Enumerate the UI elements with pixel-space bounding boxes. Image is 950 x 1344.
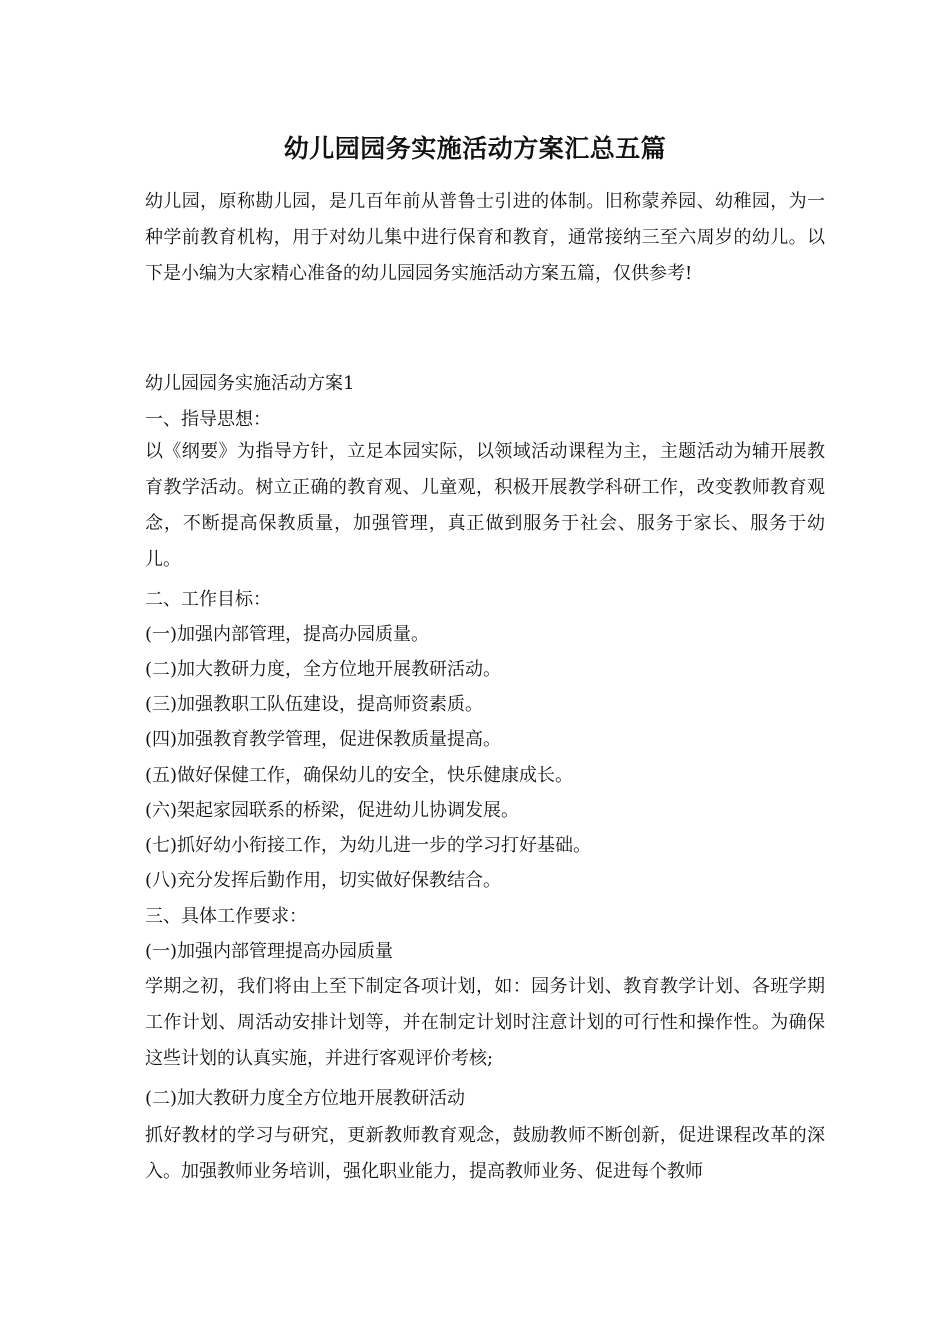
part-heading-requirements: 三、具体工作要求： [145, 906, 307, 927]
goal-item: (三)加强教职工队伍建设，提高师资素质。 [145, 694, 484, 715]
goal-item: (二)加大教研力度，全方位地开展教研活动。 [145, 659, 502, 680]
requirement-heading: (一)加强内部管理提高办园质量 [145, 941, 394, 962]
goal-item: (六)架起家园联系的桥梁，促进幼儿协调发展。 [145, 800, 520, 821]
requirement-paragraph: 学期之初，我们将由上至下制定各项计划，如：园务计划、教育教学计划、各班学期工作计划、周活动安排计划等，并在制定计划时注意计划的可行性和操作性。为确保这些计划的认真实施，并进行客观评价考核; [145, 976, 825, 1069]
document-title: 幼儿园园务实施活动方案汇总五篇 [283, 134, 667, 163]
requirement-heading: (二)加大教研力度全方位地开展教研活动 [145, 1088, 466, 1109]
guiding-paragraph: 以《纲要》为指导方针，立足本园实际，以领域活动课程为主，主题活动为辅开展教育教学活动。树立正确的教育观、儿童观，积极开展教学科研工作，改变教师教育观念，不断提高保教质量，加强管理，真正做到服务于社会、服务于家长、服务于幼儿。 [145, 441, 825, 570]
goal-item: (四)加强教育教学管理，促进保教质量提高。 [145, 729, 502, 750]
goal-item: (八)充分发挥后勤作用，切实做好保教结合。 [145, 870, 502, 891]
requirement-paragraph: 抓好教材的学习与研究，更新教师教育观念，鼓励教师不断创新，促进课程改革的深入。加强教师业务培训，强化职业能力，提高教师业务、促进每个教师 [145, 1125, 825, 1182]
intro-paragraph: 幼儿园，原称勘儿园，是几百年前从普鲁士引进的体制。旧称蒙养园、幼稚园，为一种学前教育机构，用于对幼儿集中进行保育和教育，通常接纳三至六周岁的幼儿。以下是小编为大家精心准备的幼儿园园务实施活动方案五篇，仅供参考! [145, 191, 825, 284]
part-heading-guiding: 一、指导思想： [145, 409, 271, 430]
goal-item: (五)做好保健工作，确保幼儿的安全，快乐健康成长。 [145, 765, 574, 786]
section-heading: 幼儿园园务实施活动方案1 [145, 373, 355, 394]
goal-item: (一)加强内部管理，提高办园质量。 [145, 624, 430, 645]
part-heading-goals: 二、工作目标： [145, 589, 271, 610]
goal-item: (七)抓好幼小衔接工作，为幼儿进一步的学习打好基础。 [145, 835, 592, 856]
